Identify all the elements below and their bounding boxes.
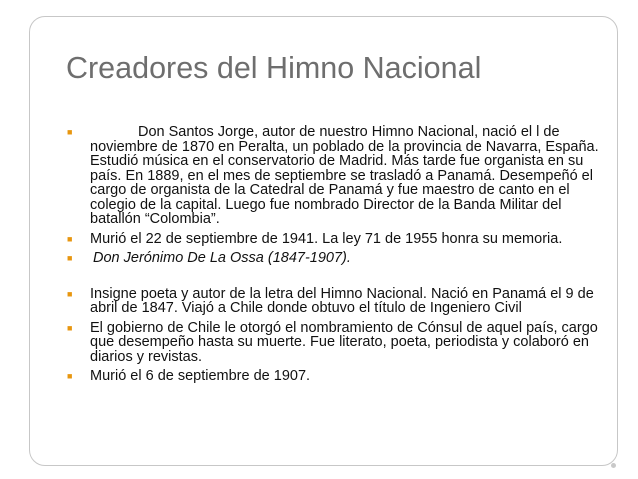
square-bullet-icon: ■: [67, 371, 73, 381]
square-bullet-icon: ■: [67, 253, 73, 263]
square-bullet-icon: ■: [67, 233, 73, 244]
square-bullet-icon: ■: [67, 322, 73, 333]
list-item-ossa-bio: [66, 287, 611, 316]
corner-dot: [611, 463, 616, 468]
list-item-ossa-consul: [66, 321, 611, 365]
list-item-text: El gobierno de Chile le otorgó el nombramiento de Cónsul de aquel país, cargo que desempeño hasta su muerte. Fue literato, poeta, periodista y colaboró en diarios y revistas.: [90, 319, 598, 365]
list-item-ossa-death: [66, 369, 611, 384]
bullet-list: [66, 125, 611, 389]
square-bullet-icon: ■: [67, 288, 73, 299]
list-item-text: Don Santos Jorge, autor de nuestro Himno Nacional, nació el l de noviembre de 1870 en Peralta, un poblado de la provincia de Navarra, España. Estudió música en el conservatorio de Madrid. Más tarde fue organista en su país. En 1889, en el mes de septiembre se trasladó a Panamá. Desempeñó el cargo de organista de la Catedral de Panamá y fue maestro de canto en el colegio de la capital. Luego fue nombrado Director de la Banda Militar del batallón “Colombia”.: [90, 124, 599, 227]
slide-title: Creadores del Himno Nacional: [66, 51, 482, 85]
list-item-jeronimo-de-la-ossa: [66, 251, 611, 266]
list-item-santos-jorge-bio: [66, 125, 611, 227]
list-item-text: Murió el 22 de septiembre de 1941. La ley 71 de 1955 honra su memoria.: [90, 230, 563, 247]
list-item-text: Insigne poeta y autor de la letra del Himno Nacional. Nació en Panamá el 9 de abril de 1847. Viajó a Chile donde obtuvo el título de Ingeniero Civil: [90, 285, 594, 316]
list-item-santos-jorge-death: [66, 232, 611, 247]
list-item-text: Don Jerónimo De La Ossa (1847-1907).: [93, 250, 351, 266]
square-bullet-icon: ■: [67, 127, 73, 137]
list-item-text: Murió el 6 de septiembre de 1907.: [90, 368, 311, 384]
